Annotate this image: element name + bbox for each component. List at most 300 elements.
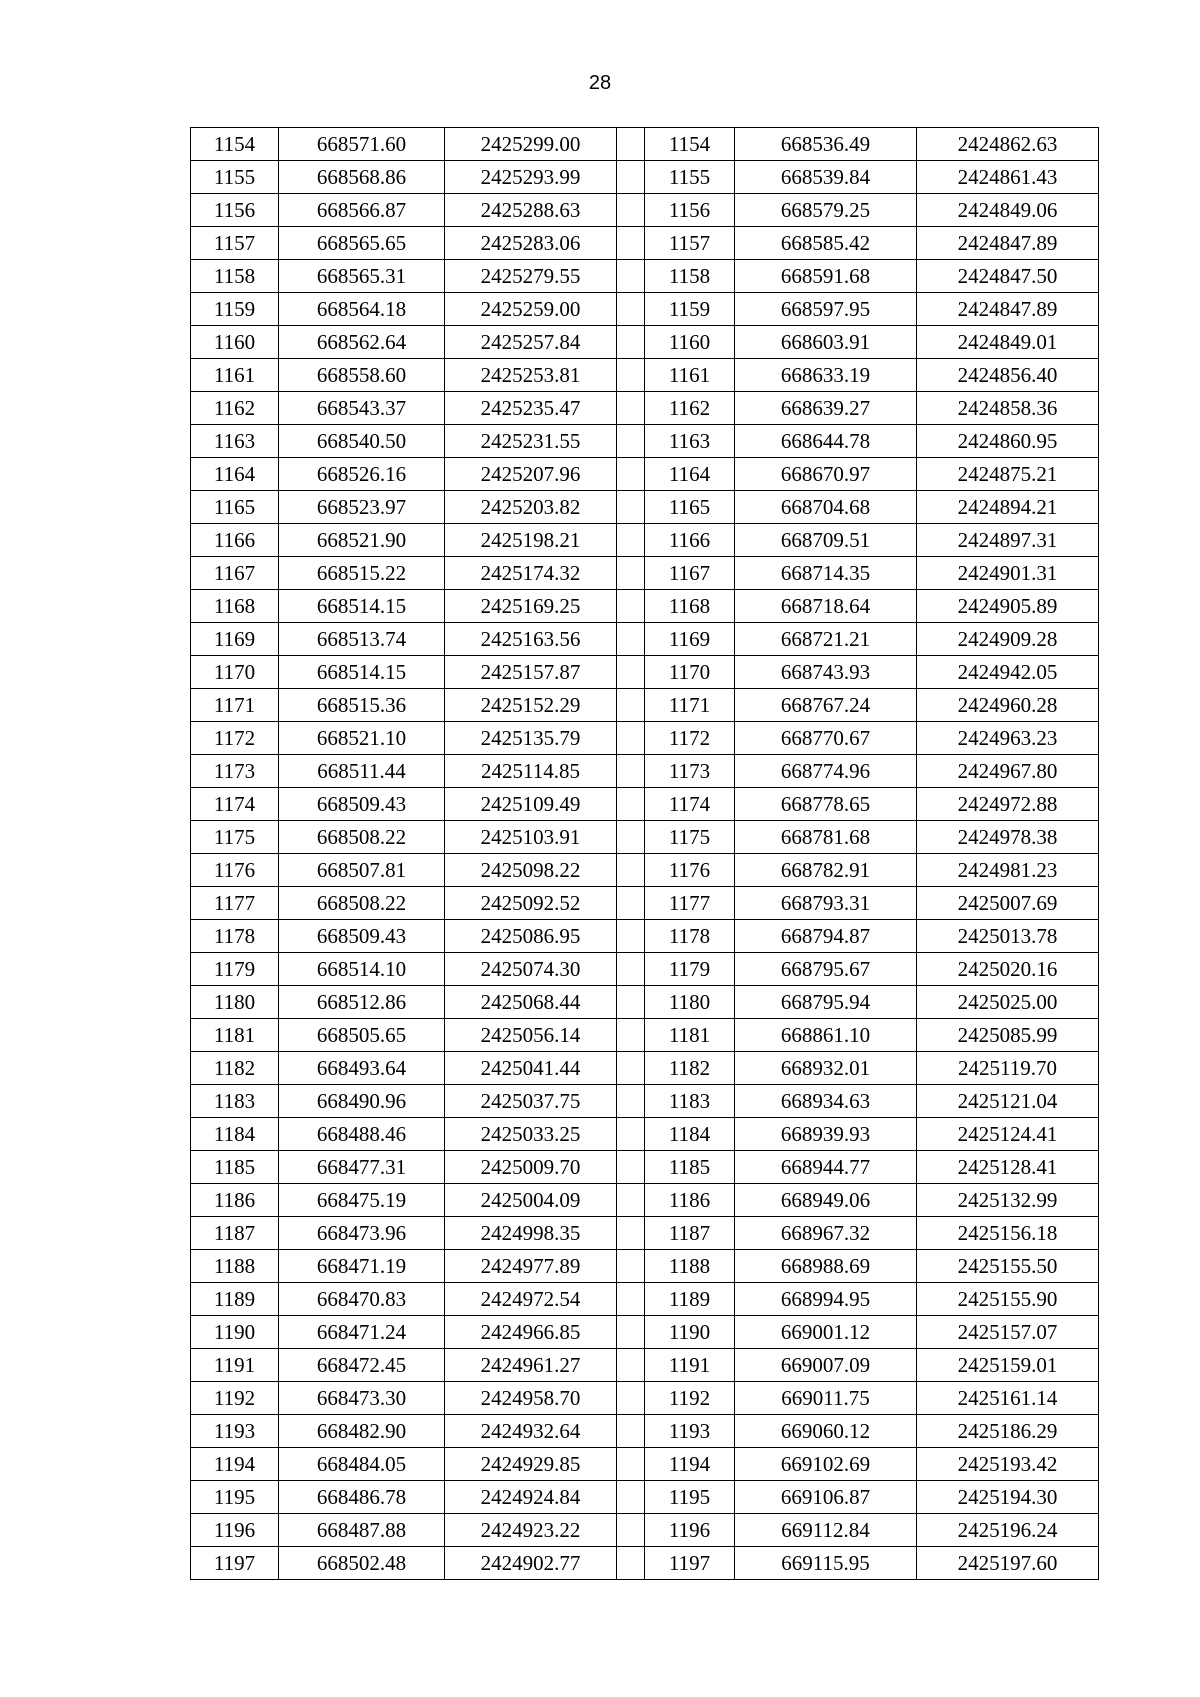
spacer-cell — [617, 1118, 645, 1151]
left-x-cell: 668521.10 — [279, 722, 445, 755]
left-y-cell: 2424958.70 — [445, 1382, 617, 1415]
left-point-id-cell: 1193 — [191, 1415, 279, 1448]
table-row — [191, 557, 1099, 590]
spacer-cell — [617, 1481, 645, 1514]
right-point-id-cell: 1172 — [645, 722, 735, 755]
table-row — [191, 1514, 1099, 1547]
right-point-id-cell: 1186 — [645, 1184, 735, 1217]
coordinates-table — [190, 127, 1099, 1580]
spacer-cell — [617, 986, 645, 1019]
right-x-cell: 668579.25 — [735, 194, 917, 227]
right-point-id-cell: 1154 — [645, 128, 735, 161]
spacer-cell — [617, 1448, 645, 1481]
right-y-cell: 2424847.50 — [917, 260, 1099, 293]
left-x-cell: 668477.31 — [279, 1151, 445, 1184]
spacer-cell — [617, 392, 645, 425]
right-y-cell: 2424875.21 — [917, 458, 1099, 491]
right-y-cell: 2424901.31 — [917, 557, 1099, 590]
left-point-id-cell: 1167 — [191, 557, 279, 590]
left-x-cell: 668562.64 — [279, 326, 445, 359]
right-y-cell: 2424861.43 — [917, 161, 1099, 194]
left-point-id-cell: 1165 — [191, 491, 279, 524]
right-point-id-cell: 1179 — [645, 953, 735, 986]
right-y-cell: 2425193.42 — [917, 1448, 1099, 1481]
right-point-id-cell: 1163 — [645, 425, 735, 458]
table-row — [191, 821, 1099, 854]
right-point-id-cell: 1180 — [645, 986, 735, 1019]
right-point-id-cell: 1197 — [645, 1547, 735, 1580]
left-x-cell: 668514.10 — [279, 953, 445, 986]
right-x-cell: 669011.75 — [735, 1382, 917, 1415]
left-point-id-cell: 1187 — [191, 1217, 279, 1250]
right-y-cell: 2424963.23 — [917, 722, 1099, 755]
spacer-cell — [617, 1019, 645, 1052]
right-y-cell: 2425121.04 — [917, 1085, 1099, 1118]
left-point-id-cell: 1180 — [191, 986, 279, 1019]
table-row — [191, 788, 1099, 821]
table-row — [191, 1250, 1099, 1283]
right-point-id-cell: 1173 — [645, 755, 735, 788]
right-y-cell: 2425013.78 — [917, 920, 1099, 953]
right-point-id-cell: 1170 — [645, 656, 735, 689]
right-x-cell: 668743.93 — [735, 656, 917, 689]
right-x-cell: 668770.67 — [735, 722, 917, 755]
table-row — [191, 1415, 1099, 1448]
left-y-cell: 2425041.44 — [445, 1052, 617, 1085]
table-row — [191, 161, 1099, 194]
left-y-cell: 2425257.84 — [445, 326, 617, 359]
left-x-cell: 668513.74 — [279, 623, 445, 656]
left-y-cell: 2424972.54 — [445, 1283, 617, 1316]
right-y-cell: 2424972.88 — [917, 788, 1099, 821]
table-row — [191, 326, 1099, 359]
right-point-id-cell: 1171 — [645, 689, 735, 722]
right-point-id-cell: 1175 — [645, 821, 735, 854]
table-row — [191, 1448, 1099, 1481]
right-point-id-cell: 1162 — [645, 392, 735, 425]
right-x-cell: 668767.24 — [735, 689, 917, 722]
right-point-id-cell: 1196 — [645, 1514, 735, 1547]
right-y-cell: 2425007.69 — [917, 887, 1099, 920]
coordinates-table-body — [191, 128, 1099, 1580]
left-x-cell: 668475.19 — [279, 1184, 445, 1217]
right-x-cell: 668944.77 — [735, 1151, 917, 1184]
left-y-cell: 2425074.30 — [445, 953, 617, 986]
left-point-id-cell: 1170 — [191, 656, 279, 689]
spacer-cell — [617, 293, 645, 326]
right-point-id-cell: 1159 — [645, 293, 735, 326]
left-x-cell: 668523.97 — [279, 491, 445, 524]
left-point-id-cell: 1197 — [191, 1547, 279, 1580]
right-point-id-cell: 1194 — [645, 1448, 735, 1481]
left-point-id-cell: 1156 — [191, 194, 279, 227]
table-row — [191, 194, 1099, 227]
spacer-cell — [617, 1250, 645, 1283]
left-y-cell: 2424966.85 — [445, 1316, 617, 1349]
spacer-cell — [617, 491, 645, 524]
right-y-cell: 2425119.70 — [917, 1052, 1099, 1085]
spacer-cell — [617, 920, 645, 953]
left-y-cell: 2425279.55 — [445, 260, 617, 293]
left-x-cell: 668490.96 — [279, 1085, 445, 1118]
right-point-id-cell: 1176 — [645, 854, 735, 887]
table-row — [191, 1052, 1099, 1085]
left-point-id-cell: 1186 — [191, 1184, 279, 1217]
right-point-id-cell: 1158 — [645, 260, 735, 293]
left-point-id-cell: 1178 — [191, 920, 279, 953]
left-x-cell: 668514.15 — [279, 656, 445, 689]
right-y-cell: 2424849.06 — [917, 194, 1099, 227]
left-y-cell: 2425068.44 — [445, 986, 617, 1019]
right-x-cell: 668591.68 — [735, 260, 917, 293]
spacer-cell — [617, 1283, 645, 1316]
left-x-cell: 668471.19 — [279, 1250, 445, 1283]
right-point-id-cell: 1155 — [645, 161, 735, 194]
left-point-id-cell: 1184 — [191, 1118, 279, 1151]
right-point-id-cell: 1167 — [645, 557, 735, 590]
spacer-cell — [617, 524, 645, 557]
spacer-cell — [617, 821, 645, 854]
left-point-id-cell: 1158 — [191, 260, 279, 293]
spacer-cell — [617, 1349, 645, 1382]
left-x-cell: 668509.43 — [279, 920, 445, 953]
left-point-id-cell: 1183 — [191, 1085, 279, 1118]
left-x-cell: 668511.44 — [279, 755, 445, 788]
right-x-cell: 668539.84 — [735, 161, 917, 194]
left-y-cell: 2425163.56 — [445, 623, 617, 656]
spacer-cell — [617, 458, 645, 491]
left-x-cell: 668568.86 — [279, 161, 445, 194]
table-row — [191, 656, 1099, 689]
left-y-cell: 2425092.52 — [445, 887, 617, 920]
right-x-cell: 669060.12 — [735, 1415, 917, 1448]
left-y-cell: 2425056.14 — [445, 1019, 617, 1052]
table-row — [191, 1217, 1099, 1250]
left-x-cell: 668484.05 — [279, 1448, 445, 1481]
left-point-id-cell: 1195 — [191, 1481, 279, 1514]
left-y-cell: 2425086.95 — [445, 920, 617, 953]
right-point-id-cell: 1189 — [645, 1283, 735, 1316]
spacer-cell — [617, 1547, 645, 1580]
left-y-cell: 2425157.87 — [445, 656, 617, 689]
right-x-cell: 668778.65 — [735, 788, 917, 821]
table-row — [191, 623, 1099, 656]
left-y-cell: 2424961.27 — [445, 1349, 617, 1382]
right-x-cell: 669112.84 — [735, 1514, 917, 1547]
right-point-id-cell: 1191 — [645, 1349, 735, 1382]
table-row — [191, 1547, 1099, 1580]
table-row — [191, 590, 1099, 623]
left-y-cell: 2425004.09 — [445, 1184, 617, 1217]
left-point-id-cell: 1161 — [191, 359, 279, 392]
right-x-cell: 669115.95 — [735, 1547, 917, 1580]
left-y-cell: 2425033.25 — [445, 1118, 617, 1151]
right-x-cell: 668639.27 — [735, 392, 917, 425]
right-x-cell: 668861.10 — [735, 1019, 917, 1052]
left-point-id-cell: 1164 — [191, 458, 279, 491]
right-y-cell: 2425155.90 — [917, 1283, 1099, 1316]
right-point-id-cell: 1195 — [645, 1481, 735, 1514]
left-x-cell: 668487.88 — [279, 1514, 445, 1547]
right-y-cell: 2424978.38 — [917, 821, 1099, 854]
left-x-cell: 668502.48 — [279, 1547, 445, 1580]
table-row — [191, 392, 1099, 425]
left-y-cell: 2425288.63 — [445, 194, 617, 227]
left-point-id-cell: 1157 — [191, 227, 279, 260]
right-x-cell: 668633.19 — [735, 359, 917, 392]
left-y-cell: 2425203.82 — [445, 491, 617, 524]
left-x-cell: 668540.50 — [279, 425, 445, 458]
spacer-cell — [617, 1085, 645, 1118]
left-x-cell: 668470.83 — [279, 1283, 445, 1316]
right-y-cell: 2424960.28 — [917, 689, 1099, 722]
table-row — [191, 1481, 1099, 1514]
right-y-cell: 2424967.80 — [917, 755, 1099, 788]
spacer-cell — [617, 128, 645, 161]
spacer-cell — [617, 1052, 645, 1085]
right-x-cell: 668794.87 — [735, 920, 917, 953]
left-point-id-cell: 1188 — [191, 1250, 279, 1283]
left-point-id-cell: 1185 — [191, 1151, 279, 1184]
right-y-cell: 2424909.28 — [917, 623, 1099, 656]
right-x-cell: 668597.95 — [735, 293, 917, 326]
spacer-cell — [617, 1382, 645, 1415]
table-row — [191, 1184, 1099, 1217]
right-x-cell: 668714.35 — [735, 557, 917, 590]
right-point-id-cell: 1192 — [645, 1382, 735, 1415]
left-y-cell: 2425235.47 — [445, 392, 617, 425]
page-number: 28 — [588, 72, 612, 94]
spacer-cell — [617, 788, 645, 821]
right-x-cell: 668795.94 — [735, 986, 917, 1019]
left-y-cell: 2425037.75 — [445, 1085, 617, 1118]
right-point-id-cell: 1157 — [645, 227, 735, 260]
right-y-cell: 2425025.00 — [917, 986, 1099, 1019]
left-point-id-cell: 1194 — [191, 1448, 279, 1481]
left-x-cell: 668507.81 — [279, 854, 445, 887]
spacer-cell — [617, 689, 645, 722]
left-x-cell: 668515.36 — [279, 689, 445, 722]
left-x-cell: 668515.22 — [279, 557, 445, 590]
spacer-cell — [617, 623, 645, 656]
left-point-id-cell: 1163 — [191, 425, 279, 458]
right-y-cell: 2425132.99 — [917, 1184, 1099, 1217]
table-row — [191, 1382, 1099, 1415]
right-point-id-cell: 1177 — [645, 887, 735, 920]
right-y-cell: 2424981.23 — [917, 854, 1099, 887]
right-point-id-cell: 1182 — [645, 1052, 735, 1085]
left-point-id-cell: 1173 — [191, 755, 279, 788]
right-y-cell: 2425161.14 — [917, 1382, 1099, 1415]
spacer-cell — [617, 425, 645, 458]
left-point-id-cell: 1196 — [191, 1514, 279, 1547]
right-point-id-cell: 1160 — [645, 326, 735, 359]
right-x-cell: 669106.87 — [735, 1481, 917, 1514]
left-point-id-cell: 1154 — [191, 128, 279, 161]
right-y-cell: 2425194.30 — [917, 1481, 1099, 1514]
right-x-cell: 668774.96 — [735, 755, 917, 788]
table-row — [191, 854, 1099, 887]
table-row — [191, 887, 1099, 920]
left-point-id-cell: 1168 — [191, 590, 279, 623]
left-y-cell: 2425253.81 — [445, 359, 617, 392]
left-point-id-cell: 1189 — [191, 1283, 279, 1316]
left-x-cell: 668564.18 — [279, 293, 445, 326]
left-y-cell: 2425152.29 — [445, 689, 617, 722]
table-row — [191, 359, 1099, 392]
spacer-cell — [617, 1316, 645, 1349]
right-y-cell: 2425155.50 — [917, 1250, 1099, 1283]
left-x-cell: 668514.15 — [279, 590, 445, 623]
table-row — [191, 920, 1099, 953]
right-point-id-cell: 1190 — [645, 1316, 735, 1349]
right-point-id-cell: 1165 — [645, 491, 735, 524]
left-point-id-cell: 1155 — [191, 161, 279, 194]
right-y-cell: 2425186.29 — [917, 1415, 1099, 1448]
left-point-id-cell: 1162 — [191, 392, 279, 425]
table-row — [191, 1085, 1099, 1118]
table-row — [191, 293, 1099, 326]
spacer-cell — [617, 326, 645, 359]
left-x-cell: 668509.43 — [279, 788, 445, 821]
table-row — [191, 1019, 1099, 1052]
left-y-cell: 2425231.55 — [445, 425, 617, 458]
left-point-id-cell: 1177 — [191, 887, 279, 920]
right-x-cell: 668603.91 — [735, 326, 917, 359]
spacer-cell — [617, 1151, 645, 1184]
right-x-cell: 668782.91 — [735, 854, 917, 887]
spacer-cell — [617, 227, 645, 260]
left-x-cell: 668566.87 — [279, 194, 445, 227]
left-x-cell: 668488.46 — [279, 1118, 445, 1151]
left-point-id-cell: 1182 — [191, 1052, 279, 1085]
right-x-cell: 669007.09 — [735, 1349, 917, 1382]
right-point-id-cell: 1188 — [645, 1250, 735, 1283]
table-row — [191, 689, 1099, 722]
left-x-cell: 668472.45 — [279, 1349, 445, 1382]
right-y-cell: 2425159.01 — [917, 1349, 1099, 1382]
left-y-cell: 2425109.49 — [445, 788, 617, 821]
left-point-id-cell: 1169 — [191, 623, 279, 656]
right-y-cell: 2424942.05 — [917, 656, 1099, 689]
right-x-cell: 668795.67 — [735, 953, 917, 986]
right-y-cell: 2425197.60 — [917, 1547, 1099, 1580]
table-row — [191, 953, 1099, 986]
left-x-cell: 668473.30 — [279, 1382, 445, 1415]
spacer-cell — [617, 854, 645, 887]
left-y-cell: 2424923.22 — [445, 1514, 617, 1547]
left-y-cell: 2425009.70 — [445, 1151, 617, 1184]
left-x-cell: 668486.78 — [279, 1481, 445, 1514]
left-y-cell: 2425293.99 — [445, 161, 617, 194]
right-y-cell: 2424897.31 — [917, 524, 1099, 557]
left-y-cell: 2424977.89 — [445, 1250, 617, 1283]
spacer-cell — [617, 260, 645, 293]
right-y-cell: 2424862.63 — [917, 128, 1099, 161]
right-x-cell: 668536.49 — [735, 128, 917, 161]
left-y-cell: 2424924.84 — [445, 1481, 617, 1514]
right-x-cell: 668670.97 — [735, 458, 917, 491]
left-y-cell: 2425169.25 — [445, 590, 617, 623]
right-point-id-cell: 1161 — [645, 359, 735, 392]
left-point-id-cell: 1181 — [191, 1019, 279, 1052]
left-y-cell: 2425135.79 — [445, 722, 617, 755]
left-y-cell: 2425098.22 — [445, 854, 617, 887]
left-point-id-cell: 1191 — [191, 1349, 279, 1382]
right-y-cell: 2425156.18 — [917, 1217, 1099, 1250]
right-point-id-cell: 1168 — [645, 590, 735, 623]
table-row — [191, 1118, 1099, 1151]
left-point-id-cell: 1159 — [191, 293, 279, 326]
table-row — [191, 227, 1099, 260]
right-y-cell: 2425196.24 — [917, 1514, 1099, 1547]
left-x-cell: 668521.90 — [279, 524, 445, 557]
left-x-cell: 668471.24 — [279, 1316, 445, 1349]
left-point-id-cell: 1171 — [191, 689, 279, 722]
left-point-id-cell: 1179 — [191, 953, 279, 986]
right-y-cell: 2424847.89 — [917, 293, 1099, 326]
left-y-cell: 2424902.77 — [445, 1547, 617, 1580]
right-x-cell: 668718.64 — [735, 590, 917, 623]
spacer-cell — [617, 722, 645, 755]
right-y-cell: 2424905.89 — [917, 590, 1099, 623]
table-row — [191, 128, 1099, 161]
right-point-id-cell: 1174 — [645, 788, 735, 821]
left-point-id-cell: 1190 — [191, 1316, 279, 1349]
spacer-cell — [617, 1415, 645, 1448]
left-y-cell: 2425259.00 — [445, 293, 617, 326]
left-x-cell: 668482.90 — [279, 1415, 445, 1448]
right-x-cell: 668793.31 — [735, 887, 917, 920]
left-point-id-cell: 1160 — [191, 326, 279, 359]
left-point-id-cell: 1166 — [191, 524, 279, 557]
left-y-cell: 2425174.32 — [445, 557, 617, 590]
left-x-cell: 668565.65 — [279, 227, 445, 260]
left-y-cell: 2425299.00 — [445, 128, 617, 161]
left-x-cell: 668473.96 — [279, 1217, 445, 1250]
table-row — [191, 1283, 1099, 1316]
right-y-cell: 2425128.41 — [917, 1151, 1099, 1184]
right-point-id-cell: 1178 — [645, 920, 735, 953]
left-x-cell: 668526.16 — [279, 458, 445, 491]
left-x-cell: 668543.37 — [279, 392, 445, 425]
left-point-id-cell: 1174 — [191, 788, 279, 821]
right-y-cell: 2424860.95 — [917, 425, 1099, 458]
left-y-cell: 2425103.91 — [445, 821, 617, 854]
right-y-cell: 2424847.89 — [917, 227, 1099, 260]
right-y-cell: 2424894.21 — [917, 491, 1099, 524]
table-row — [191, 425, 1099, 458]
left-point-id-cell: 1172 — [191, 722, 279, 755]
right-y-cell: 2424856.40 — [917, 359, 1099, 392]
left-x-cell: 668505.65 — [279, 1019, 445, 1052]
spacer-cell — [617, 557, 645, 590]
spacer-cell — [617, 1514, 645, 1547]
left-y-cell: 2424929.85 — [445, 1448, 617, 1481]
right-x-cell: 668585.42 — [735, 227, 917, 260]
left-x-cell: 668493.64 — [279, 1052, 445, 1085]
left-x-cell: 668571.60 — [279, 128, 445, 161]
right-x-cell: 668949.06 — [735, 1184, 917, 1217]
right-x-cell: 668721.21 — [735, 623, 917, 656]
spacer-cell — [617, 656, 645, 689]
table-row — [191, 458, 1099, 491]
spacer-cell — [617, 755, 645, 788]
right-x-cell: 668967.32 — [735, 1217, 917, 1250]
table-row — [191, 1349, 1099, 1382]
left-point-id-cell: 1192 — [191, 1382, 279, 1415]
table-row — [191, 524, 1099, 557]
